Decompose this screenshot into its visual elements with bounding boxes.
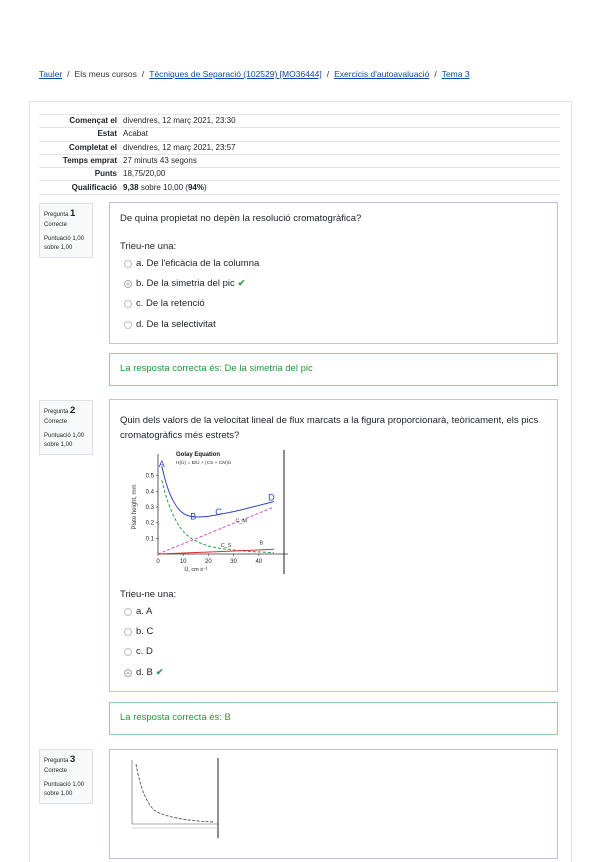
question-info-1 xyxy=(39,203,93,258)
breadcrumb-link-course[interactable]: Tècniques de Separació (102529) [MO36444] xyxy=(149,69,322,79)
feedback-box-2 xyxy=(109,702,558,735)
answer-option-d[interactable] xyxy=(124,667,163,678)
figure-curve xyxy=(136,764,214,822)
chart-y-tick-label: 0.5 xyxy=(145,473,154,480)
summary-label: Començat el xyxy=(39,115,123,128)
chart-x-tick-label: 40 xyxy=(255,559,263,565)
question-formulation-3 xyxy=(109,749,558,859)
breadcrumb-link-exercises[interactable]: Exercicis d'autoavaluació xyxy=(334,69,430,79)
chart-svg xyxy=(128,450,293,575)
chart-x-tick-label: 30 xyxy=(230,559,237,565)
option-label: d. De la selectivitat xyxy=(136,319,216,330)
answer-option-c[interactable] xyxy=(124,646,153,657)
chart-subtitle: H(Ū) = B/Ū + (CS + CM)Ū xyxy=(176,461,232,466)
radio-button[interactable] xyxy=(124,260,132,268)
option-label: b. C xyxy=(136,626,154,637)
chart-point-label: C_M xyxy=(235,518,247,525)
summary-row-grade xyxy=(39,181,560,194)
chart-y-tick-label: 0.2 xyxy=(145,520,154,527)
question-number: 1 xyxy=(70,208,76,219)
chart-point-label: D xyxy=(268,492,275,503)
summary-value: divendres, 12 març 2021, 23:30 xyxy=(123,115,560,128)
question-label: Pregunta xyxy=(44,409,69,415)
question-info-2 xyxy=(39,400,93,455)
summary-row xyxy=(39,141,560,154)
question-text: De quina propietat no depèn la resolució cromatogràfica? xyxy=(120,213,362,224)
breadcrumb-item-my-courses: Els meus cursos xyxy=(74,69,137,79)
answer-option-b[interactable] xyxy=(124,278,245,289)
breadcrumb-link-dashboard[interactable]: Tauler xyxy=(39,69,63,79)
chart-y-tick-label: 0.3 xyxy=(145,505,154,511)
question-text: Quin dels valors de la velocitat lineal de flux marcats a la figura proporcionarà, teòricament, els pics cromatogràfics més estrets? xyxy=(120,415,539,441)
summary-label: Completat el xyxy=(39,141,123,154)
summary-value: Acabat xyxy=(123,128,560,141)
summary-value: divendres, 12 març 2021, 23:57 xyxy=(123,141,560,154)
chart-y-axis-label: Plate height, mm xyxy=(132,484,138,530)
chart-point-label: C xyxy=(215,506,222,517)
summary-label: Estat xyxy=(39,128,123,141)
question-grade: Puntuació 1,00 sobre 1,00 xyxy=(44,782,85,797)
breadcrumb xyxy=(39,69,470,79)
summary-value xyxy=(123,181,560,194)
chart-title: Golay Equation xyxy=(176,452,221,458)
question-state: Correcte xyxy=(44,419,68,425)
answer-option-b[interactable] xyxy=(124,626,153,637)
answer-option-a[interactable] xyxy=(124,258,259,269)
check-icon: ✔ xyxy=(237,278,246,288)
chart-series-line-cs xyxy=(158,549,274,554)
answer-option-d[interactable] xyxy=(124,319,216,330)
question-formulation-1 xyxy=(109,202,558,344)
option-label: a. A xyxy=(136,606,153,617)
question-label: Pregunta xyxy=(44,758,69,764)
chart-x-tick-label: 0 xyxy=(156,559,160,565)
summary-row xyxy=(39,168,560,181)
answer-prompt: Trieu-ne una: xyxy=(120,589,177,600)
grade-value: 9,38 xyxy=(123,182,139,192)
summary-value: 18,75/20,00 xyxy=(123,168,560,181)
question-number: 2 xyxy=(70,405,76,416)
summary-label: Punts xyxy=(39,168,123,181)
question-state: Correcte xyxy=(44,222,68,228)
chart-point-label: B xyxy=(190,511,197,522)
feedback-box-1 xyxy=(109,353,558,386)
summary-row xyxy=(39,115,560,128)
radio-button-selected[interactable] xyxy=(124,280,132,288)
golay-equation-chart xyxy=(128,450,293,575)
option-label: c. De la retenció xyxy=(136,298,205,309)
option-label: b. De la simetria del pic xyxy=(136,278,235,289)
question-number: 3 xyxy=(70,754,76,765)
chart-y-tick-label: 0.1 xyxy=(145,536,154,543)
summary-label: Qualificació xyxy=(39,181,123,194)
summary-row xyxy=(39,154,560,167)
breadcrumb-separator: / xyxy=(141,69,145,79)
chart-axes xyxy=(132,450,288,574)
breadcrumb-separator: / xyxy=(326,69,330,79)
summary-value: 27 minuts 43 segons xyxy=(123,154,560,167)
radio-button[interactable] xyxy=(124,608,132,616)
question-grade: Puntuació 1,00 sobre 1,00 xyxy=(44,236,85,251)
radio-button[interactable] xyxy=(124,321,132,329)
chart-x-tick-label: 20 xyxy=(205,559,212,565)
grade-percent: 94% xyxy=(187,182,204,192)
answer-option-a[interactable] xyxy=(124,606,152,617)
breadcrumb-link-topic[interactable]: Tema 3 xyxy=(441,69,470,79)
grade-end: ) xyxy=(203,182,207,192)
check-icon: ✔ xyxy=(155,667,164,677)
chart-labels-group xyxy=(159,459,275,549)
chart-point-label: C_S xyxy=(220,542,232,549)
breadcrumb-separator: / xyxy=(434,69,437,79)
chart-point-label: B xyxy=(259,540,264,547)
question-info-3 xyxy=(39,749,93,804)
chart-y-tick-label: 0.4 xyxy=(145,489,154,496)
grade-sep: sobre 10,00 ( xyxy=(140,182,188,192)
radio-button[interactable] xyxy=(124,628,132,636)
question-label: Pregunta xyxy=(44,212,69,218)
chart-x-axis-label: Ū, cm s⁻¹ xyxy=(184,567,208,573)
option-label: c. D xyxy=(136,646,153,657)
option-label: d. B xyxy=(136,667,153,678)
chart-x-tick-label: 10 xyxy=(179,559,187,565)
question-formulation-2 xyxy=(109,399,558,692)
summary-row xyxy=(39,128,560,141)
radio-button-selected[interactable] xyxy=(124,669,132,677)
radio-button[interactable] xyxy=(124,300,132,308)
attempt-summary-table xyxy=(39,114,560,195)
answer-option-c[interactable] xyxy=(124,298,205,309)
question-grade: Puntuació 1,00 sobre 1,00 xyxy=(44,433,85,448)
correct-answer-feedback: La resposta correcta és: B xyxy=(120,712,231,723)
breadcrumb-separator: / xyxy=(67,69,70,79)
summary-label: Temps emprat xyxy=(39,154,123,167)
correct-answer-feedback: La resposta correcta és: De la simetria del pic xyxy=(120,363,313,374)
chart-point-label: A xyxy=(158,459,165,470)
question-3-figure xyxy=(124,758,224,838)
answer-prompt: Trieu-ne una: xyxy=(120,241,177,252)
option-label: a. De l'eficàcia de la columna xyxy=(136,258,260,269)
radio-button[interactable] xyxy=(124,648,132,656)
question-state: Correcte xyxy=(44,768,68,774)
